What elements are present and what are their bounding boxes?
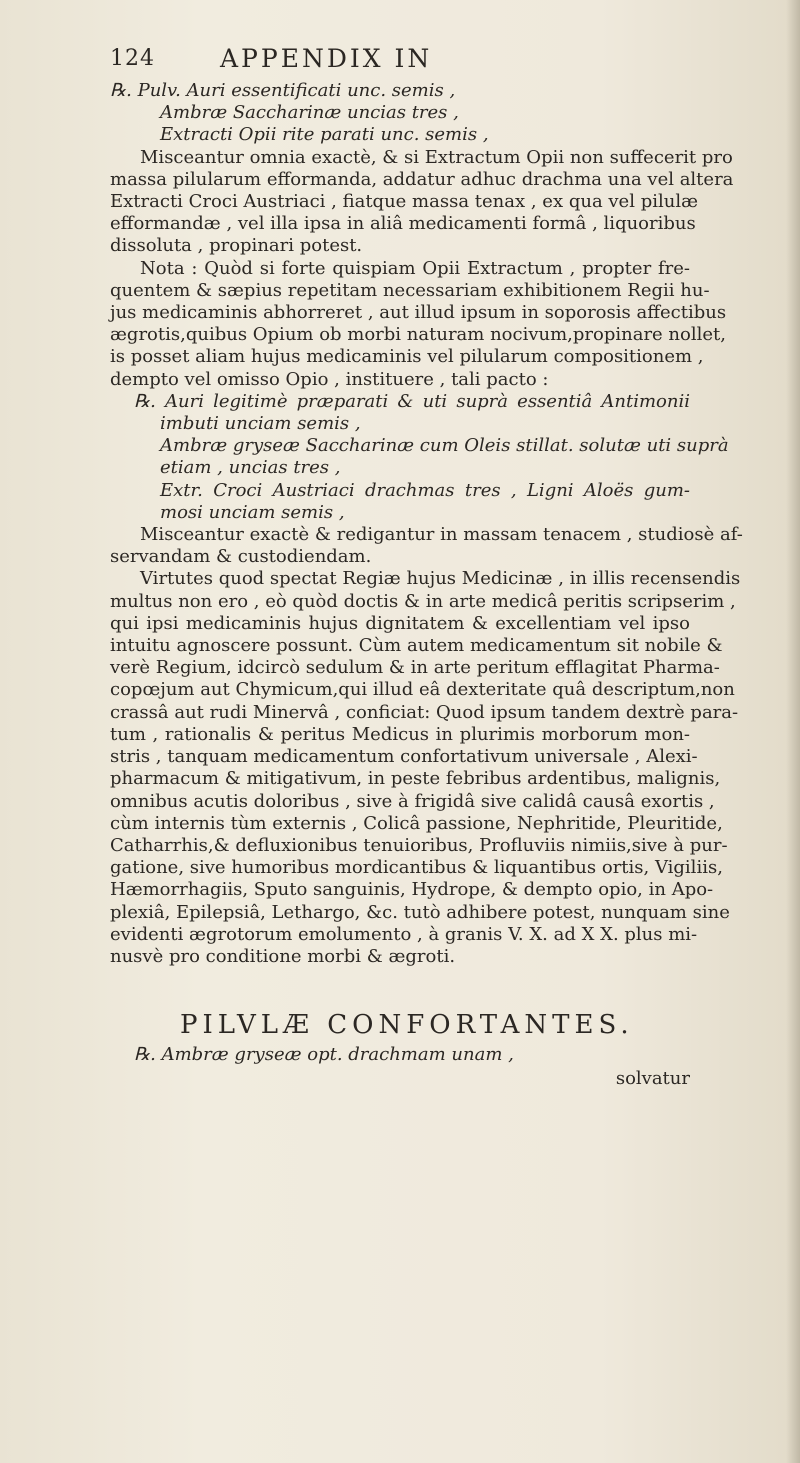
text-line: intuitu agnoscere possunt. Cùm autem medicamentum sit nobile & [110, 635, 723, 657]
page-header [110, 44, 690, 78]
text-line: jus medicaminis abhorreret , aut illud ipsum in soporosis affectibus [110, 302, 727, 324]
text-line: Hæmorrhagiis, Sputo sanguinis, Hydrope, & dempto opio, in Apo- [110, 879, 714, 901]
text-line: is posset aliam hujus medicaminis vel pilularum compositionem , [110, 346, 704, 368]
text-line: servandam & custodiendam. [110, 546, 372, 568]
text-line: massa pilularum efformanda, addatur adhuc drachma una vel altera [110, 168, 734, 190]
page-gutter-shadow [786, 0, 800, 1463]
text-line: quentem & sæpius repetitam necessariam exhibitionem Regii hu- [110, 279, 710, 301]
main-text [110, 80, 743, 1090]
text-line: Catharrhis,& defluxionibus tenuioribus, Profluviis nimiis,sive à pur- [110, 834, 728, 856]
text-line: plexiâ, Epilepsiâ, Lethargo, &c. tutò adhibere potest, nunquam sine [110, 901, 730, 923]
recipe-line: Extr. Croci Austriaci drachmas tres , Ligni Aloës gum- [160, 479, 690, 501]
text-line: evidenti ægrotorum emolumento , à granis V. X. ad X X. plus mi- [110, 923, 698, 945]
recipe-line: Ambræ Saccharinæ uncias tres , [160, 102, 459, 124]
text-line: qui ipsi medicaminis hujus dignitatem & excellentiam vel ipso [110, 612, 690, 634]
recipe-line: Extracti Opii rite parati unc. semis , [160, 124, 489, 146]
text-line: dempto vel omisso Opio , instituere , tali pacto : [110, 368, 549, 390]
text-line: dissoluta , propinari potest. [110, 235, 363, 257]
text-line: nusvè pro conditione morbi & ægroti. [110, 945, 456, 967]
text-line: tum , rationalis & peritus Medicus in plurimis morborum mon- [110, 723, 690, 745]
recipe-line: etiam , uncias tres , [160, 457, 341, 479]
section-title: PILVLÆ CONFORTANTES. [180, 1010, 634, 1041]
text-line: Misceantur omnia exactè, & si Extractum Opii non suffecerit pro [140, 146, 733, 168]
catchword: solvatur [615, 1068, 690, 1090]
text-line: Nota : Quòd si forte quispiam Opii Extractum , propter fre- [140, 257, 690, 279]
text-line: efformandæ , vel illa ipsa in aliâ medicamenti formâ , liquoribus [110, 213, 696, 235]
text-line: Extracti Croci Austriaci , fiatque massa tenax , ex qua vel pilulæ [110, 191, 698, 213]
text-line: ægrotis,quibus Opium ob morbi naturam nocivum,propinare nollet, [110, 324, 726, 346]
text-line: Misceantur exactè & redigantur in massam tenacem , studiosè af- [140, 524, 743, 546]
text-line: cùm internis tùm externis , Colicâ passione, Nephritide, Pleuritide, [110, 812, 723, 834]
recipe-line [110, 80, 690, 102]
text-line: stris , tanquam medicamentum confortativum universale , Alexi- [110, 746, 698, 768]
text-line: gatione, sive humoribus mordicantibus & liquantibus ortis, Vigiliis, [110, 857, 723, 879]
recipe-line: ℞. Ambræ gryseæ opt. drachmam unam , [134, 1044, 514, 1066]
recipe-line: imbuti unciam semis , [160, 413, 361, 435]
text-line: pharmacum & mitigativum, in peste febribus ardentibus, malignis, [110, 768, 721, 790]
recipe-line: ℞. Auri legitimè præparati & uti suprà essentiâ Antimonii [134, 390, 690, 412]
text-line: Virtutes quod spectat Regiæ hujus Medicinæ , in illis recensendis [140, 568, 741, 590]
page-number: 124 [110, 46, 155, 71]
recipe-line: mosi unciam semis , [160, 501, 345, 523]
running-head: APPENDIX IN [220, 44, 433, 73]
text-line: verè Regium, idcircò sedulum & in arte peritum efflagitat Pharma- [110, 657, 720, 679]
text-line: omnibus acutis doloribus , sive à frigidâ sive calidâ causâ exortis , [110, 790, 715, 812]
text-line: multus non ero , eò quòd doctis & in arte medicâ peritis scripserim , [110, 590, 736, 612]
recipe-ingredient: ℞. Pulv. Auri essentificati unc. semis , [110, 80, 456, 101]
text-line: copœjum aut Chymicum,qui illud eâ dexteritate quâ descriptum,non [110, 679, 735, 701]
recipe-line: Ambræ gryseæ Saccharinæ cum Oleis stillat. solutæ uti suprà [160, 435, 729, 457]
text-line: crassâ aut rudi Minervâ , conficiat: Quod ipsum tandem dextrè para- [110, 701, 739, 723]
